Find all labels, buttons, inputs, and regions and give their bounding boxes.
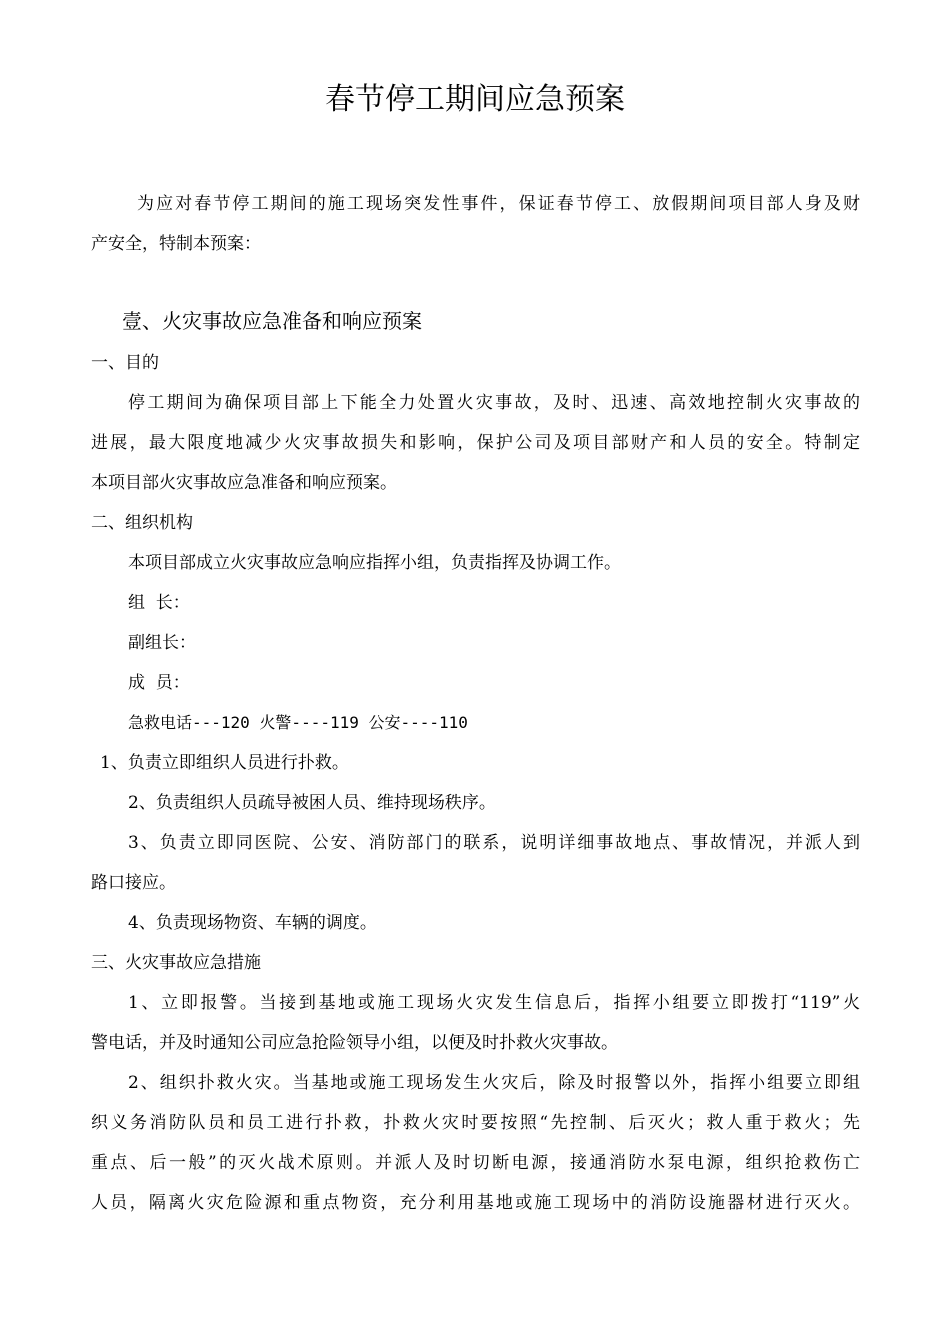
organization-intro: 本项目部成立火灾事故应急响应指挥小组，负责指挥及协调工作。 (128, 553, 621, 573)
duty-3-line-2: 路口接应。 (91, 873, 176, 893)
measure-1-line-1: 1、立即报警。当接到基地或施工现场火灾发生信息后，指挥小组要立即拨打“119”火 (128, 993, 860, 1013)
duty-3-line-1: 3、负责立即同医院、公安、消防部门的联系，说明详细事故地点、事故情况，并派人到 (128, 833, 860, 853)
intro-line-1: 为应对春节停工期间的施工现场突发性事件，保证春节停工、放假期间项目部人身及财 (137, 194, 860, 214)
section-heading: 壹、火灾事故应急准备和响应预案 (122, 309, 422, 333)
purpose-line-3: 本项目部火灾事故应急准备和响应预案。 (91, 473, 397, 493)
purpose-line-2: 进展，最大限度地减少火灾事故损失和影响，保护公司及项目部财产和人员的安全。特制定 (91, 433, 860, 453)
measure-2-line-3: 重点、后一般”的灭火战术原则。并派人及时切断电源，接通消防水泵电源，组织抢救伤亡 (91, 1153, 860, 1173)
organization-members: 成 员： (128, 673, 190, 693)
organization-leader: 组 长： (128, 593, 190, 613)
measure-2-line-2: 织义务消防队员和员工进行扑救，扑救火灾时要按照“先控制、后灭火；救人重于救火；先 (91, 1113, 860, 1133)
organization-heading: 二、组织机构 (91, 513, 193, 533)
measure-2-line-4: 人员，隔离火灾危险源和重点物资，充分利用基地或施工现场中的消防设施器材进行灭火。 (91, 1193, 860, 1213)
duty-1: 1、负责立即组织人员进行扑救。 (100, 753, 349, 773)
purpose-heading: 一、目的 (91, 353, 159, 373)
emergency-phones: 急救电话---120 火警----119 公安----110 (128, 713, 468, 732)
intro-line-2: 产安全，特制本预案： (91, 234, 261, 254)
organization-deputy: 副组长： (128, 633, 196, 653)
duty-4: 4、负责现场物资、车辆的调度。 (128, 913, 377, 933)
measures-heading: 三、火灾事故应急措施 (91, 953, 261, 973)
duty-2: 2、负责组织人员疏导被困人员、维持现场秩序。 (128, 793, 496, 813)
measure-2-line-1: 2、组织扑救火灾。当基地或施工现场发生火灾后，除及时报警以外，指挥小组要立即组 (128, 1073, 860, 1093)
purpose-line-1: 停工期间为确保项目部上下能全力处置火灾事故，及时、迅速、高效地控制火灾事故的 (128, 393, 860, 413)
measure-1-line-2: 警电话，并及时通知公司应急抢险领导小组，以便及时扑救火灾事故。 (91, 1033, 618, 1053)
document-title: 春节停工期间应急预案 (325, 82, 625, 117)
